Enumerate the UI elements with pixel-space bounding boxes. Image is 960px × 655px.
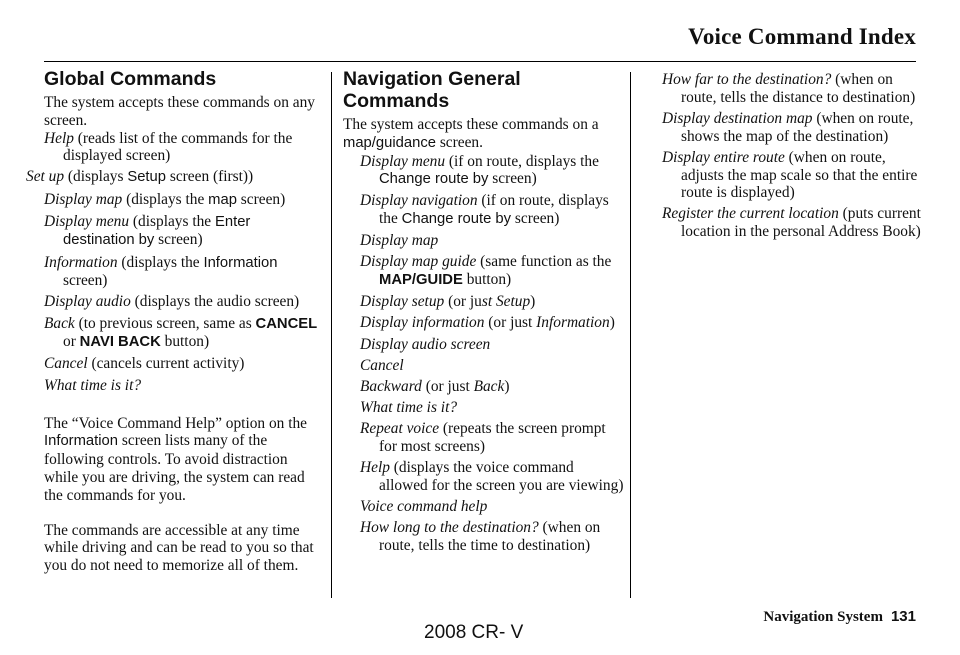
cmd-name: Help xyxy=(44,129,74,147)
cmd-desc: (or just xyxy=(421,377,474,395)
cmd-alias: Information xyxy=(536,314,610,332)
cmd-name: Set up xyxy=(26,168,65,186)
cmd-display-menu xyxy=(343,153,625,190)
cmd-name: Display destination map xyxy=(662,109,813,127)
cmd-help xyxy=(44,130,324,166)
cmd-name: Backward xyxy=(360,377,422,395)
cmd-name: Display menu xyxy=(360,152,446,170)
button-term: NAVI BACK xyxy=(79,334,161,351)
column-divider-1 xyxy=(331,72,332,598)
ui-term: Enter destination by xyxy=(63,213,251,249)
cmd-name: Display entire route xyxy=(662,148,785,166)
cmd-desc: (if on route, displays the xyxy=(379,192,609,228)
para-text: The system accepts these commands on a xyxy=(343,116,599,133)
cmd-name: How far to the destination? xyxy=(662,71,832,88)
accessible-paragraph: The commands are accessible at any time while driving and can be read to you so that you do not need to memorize all of them. xyxy=(44,521,314,575)
cmd-desc: (when on route, tells the time to destination) xyxy=(379,518,601,554)
column-global-commands xyxy=(26,68,324,575)
cmd-name: Register the current location xyxy=(662,205,839,223)
cmd-name: Display map xyxy=(360,232,439,250)
cmd-name: Display information xyxy=(360,314,485,332)
cmd-desc: ) xyxy=(504,377,510,395)
header-rule xyxy=(44,61,916,62)
voice-help-paragraph xyxy=(44,415,324,505)
cmd-desc: (when on route, tells the distance to destination) xyxy=(681,71,916,106)
column-divider-2 xyxy=(630,72,631,598)
cmd-desc: button) xyxy=(462,271,512,289)
cmd-how-far xyxy=(662,71,922,107)
cmd-name: Cancel xyxy=(44,355,88,373)
cmd-name: Repeat voice xyxy=(360,419,440,437)
cmd-desc: (displays the xyxy=(117,253,204,271)
ui-term: Information xyxy=(203,254,278,271)
cmd-what-time xyxy=(44,377,324,395)
cmd-desc: (reads list of the commands for the displayed screen) xyxy=(63,129,293,165)
cmd-name: What time is it? xyxy=(44,376,142,394)
cmd-desc: (displays the xyxy=(129,212,215,230)
cmd-display-information xyxy=(343,314,625,332)
cmd-cancel xyxy=(44,355,324,373)
cmd-display-map xyxy=(343,232,625,250)
cmd-desc: ) xyxy=(609,314,615,332)
cmd-desc: (when on route, shows the map of the destination) xyxy=(681,109,914,145)
ui-term: Setup xyxy=(127,169,166,186)
page-section-title: Voice Command Index xyxy=(688,24,916,49)
cmd-desc: screen) xyxy=(511,210,560,228)
cmd-display-navigation xyxy=(343,192,625,229)
para-text: screen lists many of the following controls. To avoid distraction while you are driving, the system can read the commands for you. xyxy=(44,432,305,504)
cmd-desc: (displays the voice command allowed for the screen you are viewing) xyxy=(379,458,624,494)
cmd-desc: (repeats the screen prompt for most screens) xyxy=(379,419,606,455)
cmd-desc: (cancels current activity) xyxy=(87,355,245,373)
cmd-desc: (displays the xyxy=(122,190,209,208)
page-footer xyxy=(763,608,916,626)
button-term: CANCEL xyxy=(255,315,318,332)
cmd-desc: (or just xyxy=(484,314,537,332)
page-number: 131 xyxy=(890,608,916,625)
cmd-voice-command-help xyxy=(343,498,625,516)
cmd-desc: or xyxy=(63,333,80,351)
para-text: The “Voice Command Help” option on the xyxy=(44,414,308,432)
ui-term: Change route by xyxy=(401,211,512,228)
ui-term: Information xyxy=(44,433,119,450)
cmd-desc: screen) xyxy=(63,272,108,290)
cmd-set-up xyxy=(26,168,324,187)
cmd-name: What time is it? xyxy=(360,398,458,416)
cmd-backward xyxy=(343,378,625,396)
nav-intro xyxy=(343,116,625,153)
cmd-desc: screen) xyxy=(154,231,203,249)
cmd-how-long xyxy=(343,519,625,555)
cmd-name: Display audio xyxy=(44,293,131,311)
cmd-display-entire-route xyxy=(662,149,922,202)
cmd-name: Display setup xyxy=(360,293,445,311)
cmd-information xyxy=(44,254,324,291)
navigation-commands-heading: Navigation General Commands xyxy=(343,68,521,112)
cmd-what-time xyxy=(343,399,625,417)
model-label: 2008 CR- V xyxy=(424,622,524,643)
cmd-display-audio-screen xyxy=(343,336,625,354)
cmd-display-destination-map xyxy=(662,110,922,146)
cmd-desc: button) xyxy=(160,333,210,351)
cmd-name: How long to the destination? xyxy=(360,518,539,536)
cmd-name: Cancel xyxy=(360,356,404,374)
column-navigation-commands xyxy=(343,68,625,558)
button-term: MAP/GUIDE xyxy=(379,272,463,289)
para-text: screen. xyxy=(435,133,483,151)
column-navigation-commands-cont xyxy=(662,71,922,244)
cmd-display-menu xyxy=(44,213,324,251)
cmd-alias: st Setup xyxy=(481,293,531,311)
cmd-desc: ) xyxy=(530,293,536,311)
cmd-desc: (puts current location in the personal Address Book) xyxy=(681,205,921,241)
cmd-name: Display navigation xyxy=(360,192,478,210)
cmd-back xyxy=(44,315,324,353)
cmd-alias: Back xyxy=(473,377,505,395)
cmd-register-location xyxy=(662,205,922,241)
ui-term: Change route by xyxy=(379,171,489,188)
cmd-desc: (when on route, adjusts the map scale so that the entire route is displayed) xyxy=(681,148,918,202)
cmd-name: Back xyxy=(44,314,75,332)
cmd-name: Voice command help xyxy=(360,497,488,515)
cmd-name: Information xyxy=(44,253,118,271)
cmd-display-map-guide xyxy=(343,253,625,290)
cmd-desc: screen) xyxy=(236,190,286,208)
cmd-desc: screen) xyxy=(488,170,537,188)
cmd-name: Display map guide xyxy=(360,253,477,271)
cmd-name: Display menu xyxy=(44,212,130,230)
cmd-desc: (displays the audio screen) xyxy=(130,293,300,311)
cmd-desc: (or ju xyxy=(444,293,482,311)
cmd-repeat-voice xyxy=(343,420,625,456)
cmd-desc: (if on route, displays the xyxy=(445,152,599,170)
cmd-help xyxy=(343,459,625,495)
ui-term: map/guidance xyxy=(343,134,436,151)
cmd-display-setup xyxy=(343,293,625,311)
cmd-desc: screen (first)) xyxy=(166,168,254,186)
cmd-name: Help xyxy=(360,458,390,476)
cmd-desc: (displays xyxy=(64,168,128,186)
cmd-name: Display map xyxy=(44,190,123,208)
global-commands-heading: Global Commands xyxy=(44,68,217,90)
footer-section: Navigation System xyxy=(763,609,883,625)
cmd-display-audio xyxy=(44,293,324,311)
cmd-desc: (to previous screen, same as xyxy=(74,314,256,332)
cmd-cancel xyxy=(343,357,625,375)
global-intro: The system accepts these commands on any screen. xyxy=(44,94,315,129)
ui-term: map xyxy=(208,191,237,208)
cmd-display-map xyxy=(44,191,324,210)
cmd-name: Display audio screen xyxy=(360,335,491,353)
cmd-desc: (same function as the xyxy=(476,253,612,271)
